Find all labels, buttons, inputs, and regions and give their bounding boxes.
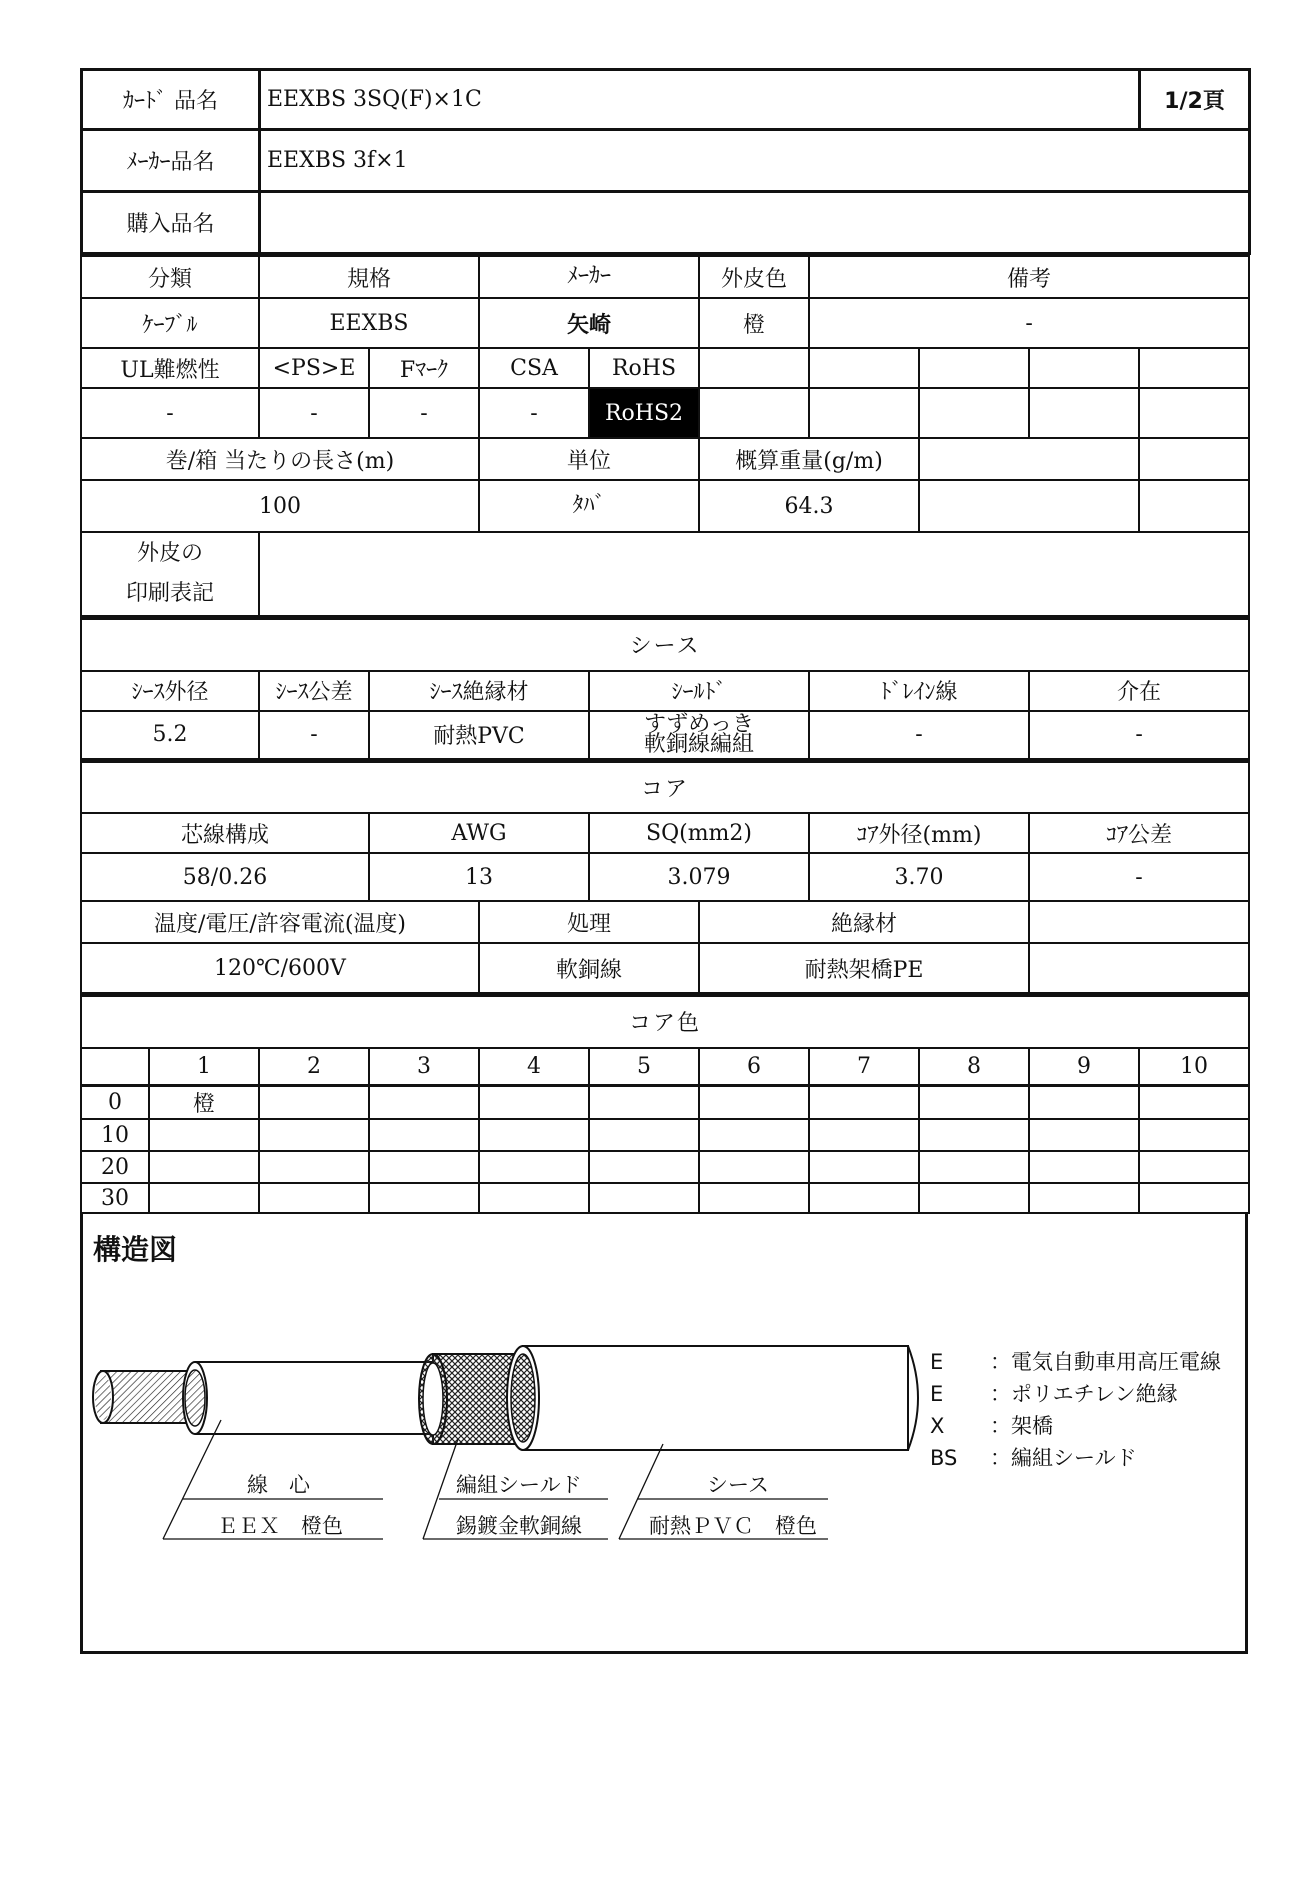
filler-header: 介在 [1029,671,1249,711]
print-value [259,532,1249,616]
sheath-table [80,617,1250,760]
treatment-value: 軟銅線 [479,943,699,993]
core-color-col-header: 4 [479,1048,589,1086]
core-color-header-row [81,1048,1249,1086]
row-label: 10 [81,1119,149,1151]
core-tolerance-header: ｺｱ公差 [1029,813,1249,853]
f-mark-value: - [369,388,479,438]
core-color-col-header: 7 [809,1048,919,1086]
core-blank-header [1029,901,1249,943]
purchase-name-value [260,192,1250,254]
sheath-insulation-value: 耐熱PVC [369,711,589,759]
core-color-cell [589,1119,699,1151]
table-row [81,1119,1249,1151]
legend-key: E [930,1350,944,1374]
table-row [81,1086,1249,1120]
page-indicator: 1/2頁 [1140,70,1250,130]
core-color-cell [259,1183,369,1213]
core-color-cell: 橙 [149,1086,259,1120]
core-table [80,760,1250,995]
structure-diagram-section [80,1214,1248,1654]
core-color-cell [479,1183,589,1213]
core-color-cell [1139,1119,1249,1151]
length-blank-value [919,480,1139,532]
core-color-cell [919,1119,1029,1151]
sheath-od-value: 5.2 [81,711,259,759]
core-color-cell [589,1086,699,1120]
legend-value: ：電気自動車用高圧電線 [990,1350,1221,1374]
core-color-cell [1139,1086,1249,1120]
core-blank-value [1029,943,1249,993]
awg-header: AWG [369,813,589,853]
core-color-section-title: コア色 [81,996,1249,1048]
temp-voltage-value: 120℃/600V [81,943,479,993]
cert-blank-value [1029,388,1139,438]
sheath-od-header: ｼｰｽ外径 [81,671,259,711]
core-od-value: 3.70 [809,853,1029,901]
maker-name-value: EEXBS 3f×1 [260,130,1250,192]
legend-item [930,1442,1221,1474]
core-color-col-header: 6 [699,1048,809,1086]
sheath-layer [507,1346,918,1450]
sheath-caption-top: シース [707,1473,769,1497]
print-label-line1: 外皮の [136,541,203,566]
core-color-corner [81,1048,149,1086]
legend-value: ：編組シールド [990,1446,1137,1470]
insulation-header: 絶縁材 [699,901,1029,943]
core-color-col-header: 8 [919,1048,1029,1086]
ul-flame-value: - [81,388,259,438]
f-mark-header: Fﾏｰｸ [369,348,479,388]
ul-flame-header: UL難燃性 [81,348,259,388]
table-row [81,1183,1249,1213]
legend-key: BS [930,1446,958,1470]
maker-value: 矢崎 [479,298,699,348]
core-color-cell [699,1086,809,1120]
jacket-color-value: 橙 [699,298,809,348]
core-color-cell [369,1183,479,1213]
core-color-cell [479,1086,589,1120]
legend-item [930,1378,1221,1410]
core-color-cell [699,1151,809,1183]
core-color-col-header: 10 [1139,1048,1249,1086]
core-color-cell [1029,1151,1139,1183]
legend-value: ：架橋 [990,1414,1053,1438]
cert-blank-value [1139,388,1249,438]
weight-value: 64.3 [699,480,919,532]
core-color-cell [149,1183,259,1213]
conductor-structure-value: 58/0.26 [81,853,369,901]
cert-blank-value [919,388,1029,438]
length-blank-header [919,438,1139,480]
core-color-col-header: 2 [259,1048,369,1086]
row-label: 30 [81,1183,149,1213]
maker-header: ﾒｰｶｰ [479,256,699,298]
core-color-cell [809,1183,919,1213]
conductor-structure-header: 芯線構成 [81,813,369,853]
rohs-badge: RoHS2 [589,388,699,438]
insulation-layer [183,1362,433,1434]
classification-table [80,255,1250,617]
core-color-cell [369,1086,479,1120]
conductor-caption-top: 線 心 [247,1473,310,1497]
core-color-cell [479,1119,589,1151]
cert-blank-header [809,348,919,388]
shield-header: ｼｰﾙﾄﾞ [589,671,809,711]
cert-blank-header [1139,348,1249,388]
core-color-col-header: 1 [149,1048,259,1086]
shield-value-line1: すずめっき [643,711,754,737]
sheath-section-title: シース [81,619,1249,671]
sheath-tolerance-header: ｼｰｽ公差 [259,671,369,711]
print-label [81,532,259,616]
weight-header: 概算重量(g/m) [699,438,919,480]
core-color-cell [1029,1119,1139,1151]
braid-caption-top: 編組シールド [456,1473,582,1497]
core-color-cell [1139,1151,1249,1183]
core-color-col-header: 3 [369,1048,479,1086]
card-name-value: EEXBS 3SQ(F)×1C [260,70,1140,130]
purchase-name-label: 購入品名 [82,192,260,254]
core-color-cell [1029,1086,1139,1120]
structure-title: 構造図 [93,1233,178,1266]
row-label: 0 [81,1086,149,1120]
remarks-value: - [809,298,1249,348]
cert-blank-header [919,348,1029,388]
card-name-label: ｶｰﾄﾞ 品名 [82,70,260,130]
sheath-insulation-header: ｼｰｽ絶縁材 [369,671,589,711]
drain-wire-value: - [809,711,1029,759]
pse-header: <PS>E [259,348,369,388]
sheath-tolerance-value: - [259,711,369,759]
row-label: 20 [81,1151,149,1183]
core-color-cell [699,1119,809,1151]
insulation-value: 耐熱架橋PE [699,943,1029,993]
conductor-caption-bottom: ＥＥＸ 橙色 [217,1514,343,1538]
legend-key: E [930,1382,944,1406]
core-color-cell [919,1183,1029,1213]
legend-key: X [930,1414,945,1438]
core-color-table [80,994,1250,1214]
cert-blank-header [1029,348,1139,388]
length-blank-value [1139,480,1249,532]
shield-value [589,711,809,759]
core-color-cell [1139,1183,1249,1213]
sheath-caption-bottom: 耐熱ＰＶＣ 橙色 [649,1514,817,1538]
unit-header: 単位 [479,438,699,480]
core-color-cell [589,1183,699,1213]
legend-item [930,1410,1221,1442]
classification-header: 分類 [81,256,259,298]
length-blank-header [1139,438,1249,480]
maker-name-label: ﾒｰｶｰ品名 [82,130,260,192]
braid-caption-bottom: 錫鍍金軟銅線 [456,1514,582,1538]
core-color-cell [809,1151,919,1183]
csa-header: CSA [479,348,589,388]
filler-value: - [1029,711,1249,759]
header-table [80,68,1251,255]
drain-wire-header: ﾄﾞﾚｲﾝ線 [809,671,1029,711]
cert-blank-value [809,388,919,438]
unit-value: ﾀﾊﾞ [479,480,699,532]
standard-value: EEXBS [259,298,479,348]
rohs-header: RoHS [589,348,699,388]
cert-blank-value [699,388,809,438]
temp-voltage-header: 温度/電圧/許容電流(温度) [81,901,479,943]
shield-value-line2: 軟銅線編組 [643,731,754,757]
awg-value: 13 [369,853,589,901]
core-color-cell [919,1086,1029,1120]
conductor-core [93,1371,193,1423]
core-color-cell [479,1151,589,1183]
core-color-cell [809,1119,919,1151]
core-color-cell [919,1151,1029,1183]
core-color-cell [1029,1183,1139,1213]
abbreviation-legend [930,1346,1221,1474]
core-color-cell [149,1119,259,1151]
length-per-reel-header: 巻/箱 当たりの長さ(m) [81,438,479,480]
cert-blank-header [699,348,809,388]
remarks-header: 備考 [809,256,1249,298]
core-color-col-header: 9 [1029,1048,1139,1086]
core-color-cell [259,1151,369,1183]
core-color-cell [369,1119,479,1151]
print-label-line2: 印刷表記 [125,581,214,606]
csa-value: - [479,388,589,438]
treatment-header: 処理 [479,901,699,943]
legend-item [930,1346,1221,1378]
legend-value: ：ポリエチレン絶縁 [990,1382,1178,1406]
core-color-cell [589,1151,699,1183]
core-color-col-header: 5 [589,1048,699,1086]
standard-header: 規格 [259,256,479,298]
core-tolerance-value: - [1029,853,1249,901]
core-color-cell [149,1151,259,1183]
core-color-cell [259,1086,369,1120]
core-section-title: コア [81,761,1249,813]
pse-value: - [259,388,369,438]
sq-value: 3.079 [589,853,809,901]
length-per-reel-value: 100 [81,480,479,532]
core-color-cell [809,1086,919,1120]
table-row [81,1151,1249,1183]
classification-value: ｹｰﾌﾞﾙ [81,298,259,348]
spec-sheet [80,68,1248,1654]
core-color-cell [699,1183,809,1213]
core-color-cell [259,1119,369,1151]
core-od-header: ｺｱ外径(mm) [809,813,1029,853]
sq-header: SQ(mm2) [589,813,809,853]
jacket-color-header: 外皮色 [699,256,809,298]
core-color-cell [369,1151,479,1183]
